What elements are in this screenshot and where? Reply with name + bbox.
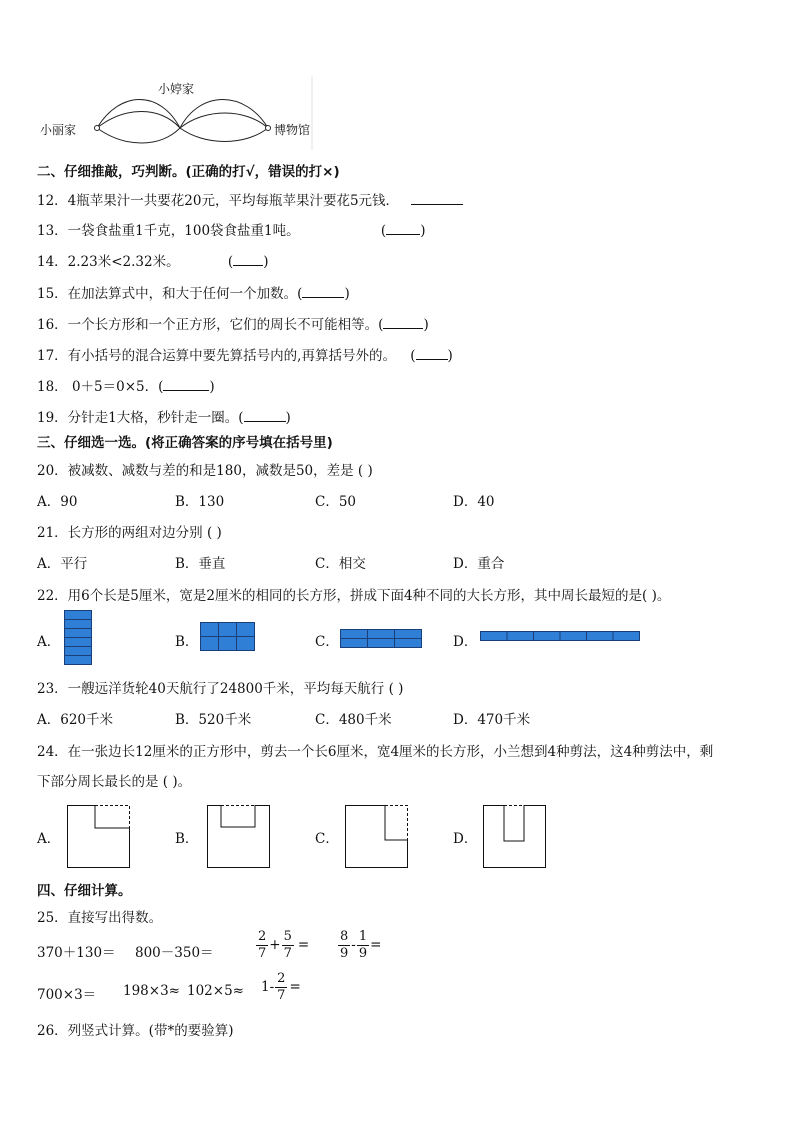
q16-text: 16．一个长方形和一个正方形，它们的周长不可能相等。(	[37, 317, 384, 333]
section3-title: 三、仔细选一选。(将正确答案的序号填在括号里)	[37, 435, 333, 451]
q23-option-d[interactable]: D．470千米	[453, 712, 531, 728]
q13-answer-blank[interactable]	[386, 222, 420, 235]
calc-row-1	[37, 930, 437, 970]
q23-option-a[interactable]: A．620千米	[37, 712, 114, 728]
q17-answer-blank[interactable]	[416, 347, 448, 360]
q17-text: 17．有小括号的混合运算中要先算括号内的,再算括号外的。	[37, 348, 396, 364]
q24-figure-d	[483, 805, 547, 869]
q25-stem: 25．直接写出得数。	[37, 910, 163, 926]
q18-text: 18． 0＋5＝0×5．(	[37, 379, 164, 395]
q20-option-c[interactable]: C．50	[315, 494, 357, 510]
q14-answer-blank[interactable]	[233, 253, 263, 266]
q20-option-d[interactable]: D．40	[453, 494, 495, 510]
q21-option-d[interactable]: D．重合	[453, 556, 505, 572]
question-19: 19．分针走1大格，秒针走一圈。( )	[37, 410, 291, 426]
calc-198-times-3: 198×3≈	[123, 983, 180, 999]
q21-stem: 21．长方形的两组对边分别 ( )	[37, 525, 222, 541]
question-16: 16．一个长方形和一个正方形，它们的周长不可能相等。( )	[37, 317, 429, 333]
route-diagram	[0, 0, 330, 150]
q21-option-b[interactable]: B．垂直	[175, 556, 226, 572]
calc-700-times-3: 700×3＝	[37, 987, 97, 1003]
q22-label-c: C．	[315, 634, 339, 650]
q22-label-a: A．	[37, 634, 61, 650]
q15-answer-blank[interactable]	[302, 285, 344, 298]
calc-1-minus-2-7: 1- $\frac{2}{7}$ =	[261, 971, 301, 1003]
q12-text: 12．4瓶苹果汁一共要花20元，平均每瓶苹果汁要花5元钱．	[37, 193, 400, 209]
q24-figure-a	[67, 805, 131, 869]
q26-stem: 26．列竖式计算。(带*的要验算)	[37, 1023, 234, 1039]
q17-answer[interactable]: ( )	[410, 348, 453, 364]
q22-figure-d	[480, 631, 642, 645]
q22-figure-c	[340, 629, 424, 649]
q23-option-b[interactable]: B．520千米	[175, 712, 252, 728]
q24-label-d: D．	[453, 831, 478, 847]
label-museum: 博物馆	[274, 123, 311, 137]
q15-text: 15．在加法算式中，和大于任何一个加数。(	[37, 286, 303, 302]
q16-answer-blank[interactable]	[383, 316, 423, 329]
q18-answer-blank[interactable]	[163, 378, 209, 391]
question-18: 18． 0＋5＝0×5．( )	[37, 379, 215, 395]
q24-figure-c	[345, 805, 409, 869]
q22-figure-a	[64, 610, 94, 666]
question-15: 15．在加法算式中，和大于任何一个加数。( )	[37, 286, 350, 302]
calc-102-times-5: 102×5≈	[187, 983, 244, 999]
q24-figure-b	[207, 805, 271, 869]
q20-option-a[interactable]: A．90	[37, 494, 78, 510]
section2-title: 二、仔细推敲，巧判断。(正确的打√，错误的打×)	[37, 164, 340, 180]
question-14	[37, 250, 268, 270]
question-12	[37, 189, 463, 209]
q13-answer[interactable]: ( )	[380, 223, 426, 239]
q24-label-b: B．	[175, 831, 199, 847]
q14-answer[interactable]: ( )	[227, 254, 269, 270]
calc-370-plus-130: 370＋130＝	[37, 945, 116, 961]
calc-fraction-8-9-minus-1-9: $\frac{8}{9}$ - $\frac{1}{9}$ =	[340, 929, 382, 961]
section4-title: 四、仔细计算。	[37, 883, 132, 899]
q24-label-a: A．	[37, 831, 61, 847]
q23-stem: 23．一艘远洋货轮40天航行了24800千米，平均每天航行 ( )	[37, 681, 404, 697]
q19-answer-blank[interactable]	[244, 409, 286, 422]
q24-label-c: C．	[315, 831, 339, 847]
q23-option-c[interactable]: C．480千米	[315, 712, 392, 728]
q21-option-c[interactable]: C．相交	[315, 556, 366, 572]
calc-row-2	[37, 972, 437, 1012]
label-xiaoting-home: 小婷家	[158, 82, 195, 96]
question-13	[37, 219, 425, 239]
q22-label-d: D．	[453, 634, 478, 650]
q24-stem-line1: 24．在一张边长12厘米的正方形中，剪去一个长6厘米，宽4厘米的长方形，小兰想到4种剪法，这4种剪法中，剩	[37, 744, 714, 760]
q19-text: 19．分针走1大格，秒针走一圈。(	[37, 410, 244, 426]
label-xiaoli-home: 小丽家	[40, 123, 77, 137]
q22-label-b: B．	[175, 634, 199, 650]
q21-option-a[interactable]: A．平行	[37, 556, 88, 572]
q20-option-b[interactable]: B．130	[175, 494, 225, 510]
q14-text: 14．2.23米<2.32米。	[37, 254, 180, 270]
calc-fraction-2-7-plus-5-7: $\frac{2}{7}$ + $\frac{5}{7}$ =	[258, 929, 310, 961]
question-17	[37, 344, 453, 364]
q22-stem: 22．用6个长是5厘米，宽是2厘米的相同的长方形，拼成下面4种不同的大长方形，其中周长最短的是( )。	[37, 588, 671, 604]
q22-figure-b	[200, 622, 258, 652]
q20-stem: 20．被减数、减数与差的和是180，减数是50，差是 ( )	[37, 463, 373, 479]
calc-800-minus-350: 800－350＝	[135, 945, 214, 961]
q12-answer-blank[interactable]	[411, 192, 463, 205]
route-paths	[0, 0, 330, 150]
q13-text: 13．一袋食盐重1千克，100袋食盐重1吨。	[37, 223, 300, 239]
q24-stem-line2: 下部分周长最长的是 ( )。	[37, 774, 192, 790]
